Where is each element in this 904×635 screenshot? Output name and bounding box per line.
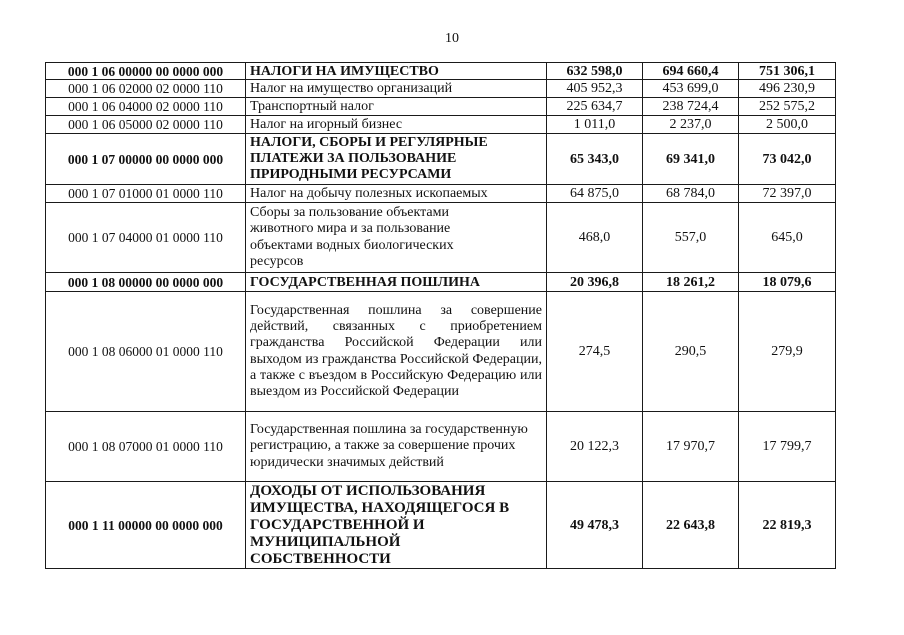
budget-code: 000 1 07 01000 01 0000 110	[46, 185, 246, 203]
revenue-name: Налог на добычу полезных ископаемых	[246, 185, 547, 203]
table-row	[46, 412, 836, 482]
value-year-2: 238 724,4	[643, 98, 739, 116]
budget-code: 000 1 07 00000 00 0000 000	[46, 134, 246, 185]
value-year-1: 65 343,0	[547, 134, 643, 185]
table-row	[46, 482, 836, 569]
budget-code: 000 1 06 04000 02 0000 110	[46, 98, 246, 116]
value-year-3: 73 042,0	[739, 134, 836, 185]
value-year-2: 557,0	[643, 203, 739, 273]
table-row	[46, 273, 836, 292]
revenue-name: ГОСУДАРСТВЕННАЯ ПОШЛИНА	[246, 273, 547, 292]
value-year-2: 694 660,4	[643, 63, 739, 80]
table-row	[46, 80, 836, 98]
value-year-1: 20 122,3	[547, 412, 643, 482]
value-year-3: 22 819,3	[739, 482, 836, 569]
value-year-2: 17 970,7	[643, 412, 739, 482]
value-year-2: 68 784,0	[643, 185, 739, 203]
value-year-3: 645,0	[739, 203, 836, 273]
table-row	[46, 63, 836, 80]
budget-code: 000 1 06 00000 00 0000 000	[46, 63, 246, 80]
value-year-3: 751 306,1	[739, 63, 836, 80]
revenue-name: Сборы за пользование объектами животного мира и за пользование объектами водных биологических ресурсов	[246, 203, 547, 273]
budget-code: 000 1 08 07000 01 0000 110	[46, 412, 246, 482]
value-year-2: 69 341,0	[643, 134, 739, 185]
value-year-1: 274,5	[547, 292, 643, 412]
table-row	[46, 134, 836, 185]
value-year-3: 252 575,2	[739, 98, 836, 116]
revenue-table	[45, 62, 836, 569]
value-year-1: 20 396,8	[547, 273, 643, 292]
budget-code: 000 1 07 04000 01 0000 110	[46, 203, 246, 273]
value-year-1: 632 598,0	[547, 63, 643, 80]
value-year-1: 64 875,0	[547, 185, 643, 203]
value-year-1: 1 011,0	[547, 116, 643, 134]
page-number: 10	[445, 31, 459, 46]
revenue-name: НАЛОГИ НА ИМУЩЕСТВО	[246, 63, 547, 80]
revenue-name: ДОХОДЫ ОТ ИСПОЛЬЗОВАНИЯ ИМУЩЕСТВА, НАХОДЯЩЕГОСЯ В ГОСУДАРСТВЕННОЙ И МУНИЦИПАЛЬНОЙ СОБСТВЕННОСТИ	[246, 482, 547, 569]
table-row	[46, 98, 836, 116]
value-year-3: 17 799,7	[739, 412, 836, 482]
budget-code: 000 1 06 05000 02 0000 110	[46, 116, 246, 134]
table-row	[46, 203, 836, 273]
value-year-2: 453 699,0	[643, 80, 739, 98]
revenue-name: Государственная пошлина за государственную регистрацию, а также за совершение прочих юридически значимых действий	[246, 412, 547, 482]
budget-code: 000 1 08 06000 01 0000 110	[46, 292, 246, 412]
value-year-3: 2 500,0	[739, 116, 836, 134]
value-year-1: 225 634,7	[547, 98, 643, 116]
revenue-name: Налог на игорный бизнес	[246, 116, 547, 134]
value-year-1: 405 952,3	[547, 80, 643, 98]
value-year-3: 72 397,0	[739, 185, 836, 203]
table-row	[46, 185, 836, 203]
budget-code: 000 1 06 02000 02 0000 110	[46, 80, 246, 98]
value-year-2: 2 237,0	[643, 116, 739, 134]
value-year-2: 22 643,8	[643, 482, 739, 569]
value-year-3: 496 230,9	[739, 80, 836, 98]
value-year-3: 18 079,6	[739, 273, 836, 292]
revenue-name: НАЛОГИ, СБОРЫ И РЕГУЛЯРНЫЕ ПЛАТЕЖИ ЗА ПОЛЬЗОВАНИЕ ПРИРОДНЫМИ РЕСУРСАМИ	[246, 134, 547, 185]
value-year-1: 468,0	[547, 203, 643, 273]
table-row	[46, 292, 836, 412]
value-year-3: 279,9	[739, 292, 836, 412]
budget-code: 000 1 08 00000 00 0000 000	[46, 273, 246, 292]
budget-code: 000 1 11 00000 00 0000 000	[46, 482, 246, 569]
revenue-name: Транспортный налог	[246, 98, 547, 116]
value-year-1: 49 478,3	[547, 482, 643, 569]
revenue-name: Государственная пошлина за совершение действий, связанных с приобретением гражданства Российской Федерации или выходом из гражданства Российской Федерации, а также с въездом в Российскую Федерацию или выездом из Российской Федерации	[246, 292, 547, 412]
value-year-2: 18 261,2	[643, 273, 739, 292]
revenue-name: Налог на имущество организаций	[246, 80, 547, 98]
table-row	[46, 116, 836, 134]
value-year-2: 290,5	[643, 292, 739, 412]
